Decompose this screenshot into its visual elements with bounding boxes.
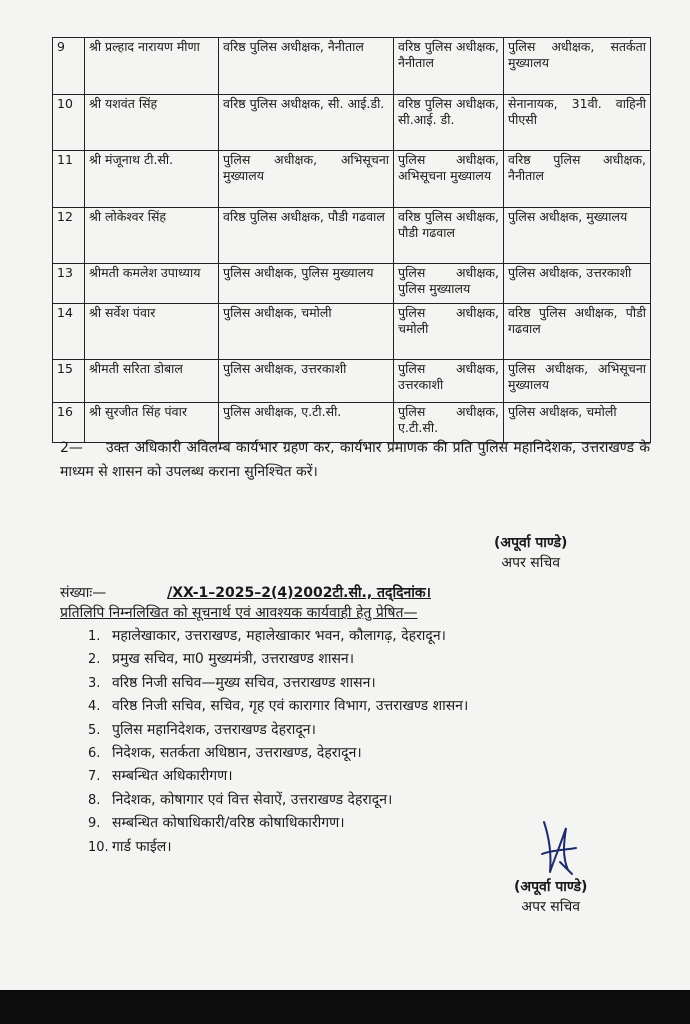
- officer-name: श्री सुरजीत सिंह पंवार: [85, 403, 219, 443]
- instruction-paragraph: [60, 436, 650, 484]
- serial-number: 15: [53, 360, 85, 403]
- list-item: 8. निदेशक, कोषागार एवं वित्त सेवाऐं, उत्तराखण्ड देहरादून।: [88, 791, 393, 808]
- previous-post: वरिष्ठ पुलिस अधीक्षक, पौडी गढवाल: [219, 208, 394, 264]
- serial-number: 16: [53, 403, 85, 443]
- previous-post: वरिष्ठ पुलिस अधीक्षक, सी. आई.डी.: [219, 95, 394, 151]
- list-item: 5. पुलिस महानिदेशक, उत्तराखण्ड देहरादून।: [88, 721, 316, 738]
- table-row: [53, 95, 651, 151]
- current-post: पुलिस अधीक्षक, अभिसूचना मुख्यालय: [394, 151, 504, 208]
- signatory-designation: अपर सचिव: [521, 899, 581, 915]
- new-post: पुलिस अधीक्षक, मुख्यालय: [504, 208, 651, 264]
- memo-number-label: संख्याः—: [60, 585, 107, 601]
- new-post: पुलिस अधीक्षक, उत्तरकाशी: [504, 264, 651, 304]
- previous-post: पुलिस अधीक्षक, चमोली: [219, 304, 394, 360]
- current-post: वरिष्ठ पुलिस अधीक्षक, सी.आई. डी.: [394, 95, 504, 151]
- paragraph-number: 2—: [60, 440, 83, 456]
- signatory-name: (अपूर्वा पाण्डे): [494, 535, 568, 551]
- serial-number: 10: [53, 95, 85, 151]
- officer-name: श्रीमती सरिता डोबाल: [85, 360, 219, 403]
- officer-name: श्री मंजूनाथ टी.सी.: [85, 151, 219, 208]
- officer-name: श्री सर्वेश पंवार: [85, 304, 219, 360]
- new-post: पुलिस अधीक्षक, चमोली: [504, 403, 651, 443]
- memo-reference: /XX-1–2025–2(4)2002टी.सी., तद्‌दिनांक।: [167, 585, 431, 601]
- serial-number: 11: [53, 151, 85, 208]
- new-post: वरिष्ठ पुलिस अधीक्षक, पौडी गढवाल: [504, 304, 651, 360]
- new-post: पुलिस अधीक्षक, अभिसूचना मुख्यालय: [504, 360, 651, 403]
- serial-number: 9: [53, 38, 85, 95]
- officer-name: श्री यशवंत सिंह: [85, 95, 219, 151]
- table-row: [53, 264, 651, 304]
- officer-name: श्रीमती कमलेश उपाध्याय: [85, 264, 219, 304]
- list-item: 2. प्रमुख सचिव, मा0 मुख्यमंत्री, उत्तराखण्ड शासन।: [88, 651, 354, 668]
- current-post: पुलिस अधीक्षक, पुलिस मुख्यालय: [394, 264, 504, 304]
- table-row: [53, 208, 651, 264]
- officer-name: श्री लोकेश्वर सिंह: [85, 208, 219, 264]
- table-row: [53, 151, 651, 208]
- table-row: [53, 38, 651, 95]
- previous-post: पुलिस अधीक्षक, पुलिस मुख्यालय: [219, 264, 394, 304]
- paragraph-text: उक्त अधिकारी अविलम्ब कार्यभार ग्रहण कर, कार्यभार प्रमाणक की प्रति पुलिस महानिदेशक, उत्तराखण्ड के माध्यम से शासन को उपलब्ध कराना सुनिश्चित करें।: [60, 440, 650, 480]
- current-post: वरिष्ठ पुलिस अधीक्षक, पौडी गढवाल: [394, 208, 504, 264]
- current-post: पुलिस अधीक्षक, ए.टी.सी.: [394, 403, 504, 443]
- list-item: 1. महालेखाकार, उत्तराखण्ड, महालेखाकार भवन, कौलागढ़, देहरादून।: [88, 628, 446, 644]
- table-row: [53, 360, 651, 403]
- previous-post: पुलिस अधीक्षक, उत्तरकाशी: [219, 360, 394, 403]
- signature-block-bottom: [514, 877, 587, 917]
- signature-block-top: [494, 533, 567, 573]
- handwritten-signature: [538, 820, 578, 878]
- memo-reference-line: [60, 583, 431, 603]
- serial-number: 14: [53, 304, 85, 360]
- new-post: वरिष्ठ पुलिस अधीक्षक, नैनीताल: [504, 151, 651, 208]
- recipient-list: [88, 625, 468, 859]
- previous-post: पुलिस अधीक्षक, ए.टी.सी.: [219, 403, 394, 443]
- signatory-name: (अपूर्वा पाण्डे): [514, 879, 588, 895]
- bottom-black-strip: [0, 990, 690, 1024]
- list-item: 10. गार्ड फाईल।: [88, 838, 172, 855]
- list-item: 9. सम्बन्धित कोषाधिकारी/वरिष्ठ कोषाधिकारीगण।: [88, 815, 345, 832]
- list-item: 6. निदेशक, सतर्कता अधिष्ठान, उत्तराखण्ड, देहरादून।: [88, 745, 362, 762]
- serial-number: 12: [53, 208, 85, 264]
- current-post: पुलिस अधीक्षक, चमोली: [394, 304, 504, 360]
- previous-post: पुलिस अधीक्षक, अभिसूचना मुख्यालय: [219, 151, 394, 208]
- signatory-designation: अपर सचिव: [501, 555, 561, 571]
- current-post: वरिष्ठ पुलिस अधीक्षक, नैनीताल: [394, 38, 504, 95]
- list-item: 7. सम्बन्धित अधिकारीगण।: [88, 768, 233, 785]
- new-post: पुलिस अधीक्षक, सतर्कता मुख्यालय: [504, 38, 651, 95]
- transfer-table: [52, 37, 651, 443]
- officer-name: श्री प्रल्हाद नारायण मीणा: [85, 38, 219, 95]
- list-item: 4. वरिष्ठ निजी सचिव, सचिव, गृह एवं कारागार विभाग, उत्तराखण्ड शासन।: [88, 698, 469, 715]
- table-row: [53, 304, 651, 360]
- copy-to-intro: प्रतिलिपि निम्नलिखित को सूचनार्थ एवं आवश्यक कार्यवाही हेतु प्रेषित—: [60, 605, 418, 621]
- previous-post: वरिष्ठ पुलिस अधीक्षक, नैनीताल: [219, 38, 394, 95]
- list-item: 3. वरिष्ठ निजी सचिव—मुख्य सचिव, उत्तराखण्ड शासन।: [88, 674, 376, 691]
- serial-number: 13: [53, 264, 85, 304]
- current-post: पुलिस अधीक्षक, उत्तरकाशी: [394, 360, 504, 403]
- new-post: सेनानायक, 31वी. वाहिनी पीएसी: [504, 95, 651, 151]
